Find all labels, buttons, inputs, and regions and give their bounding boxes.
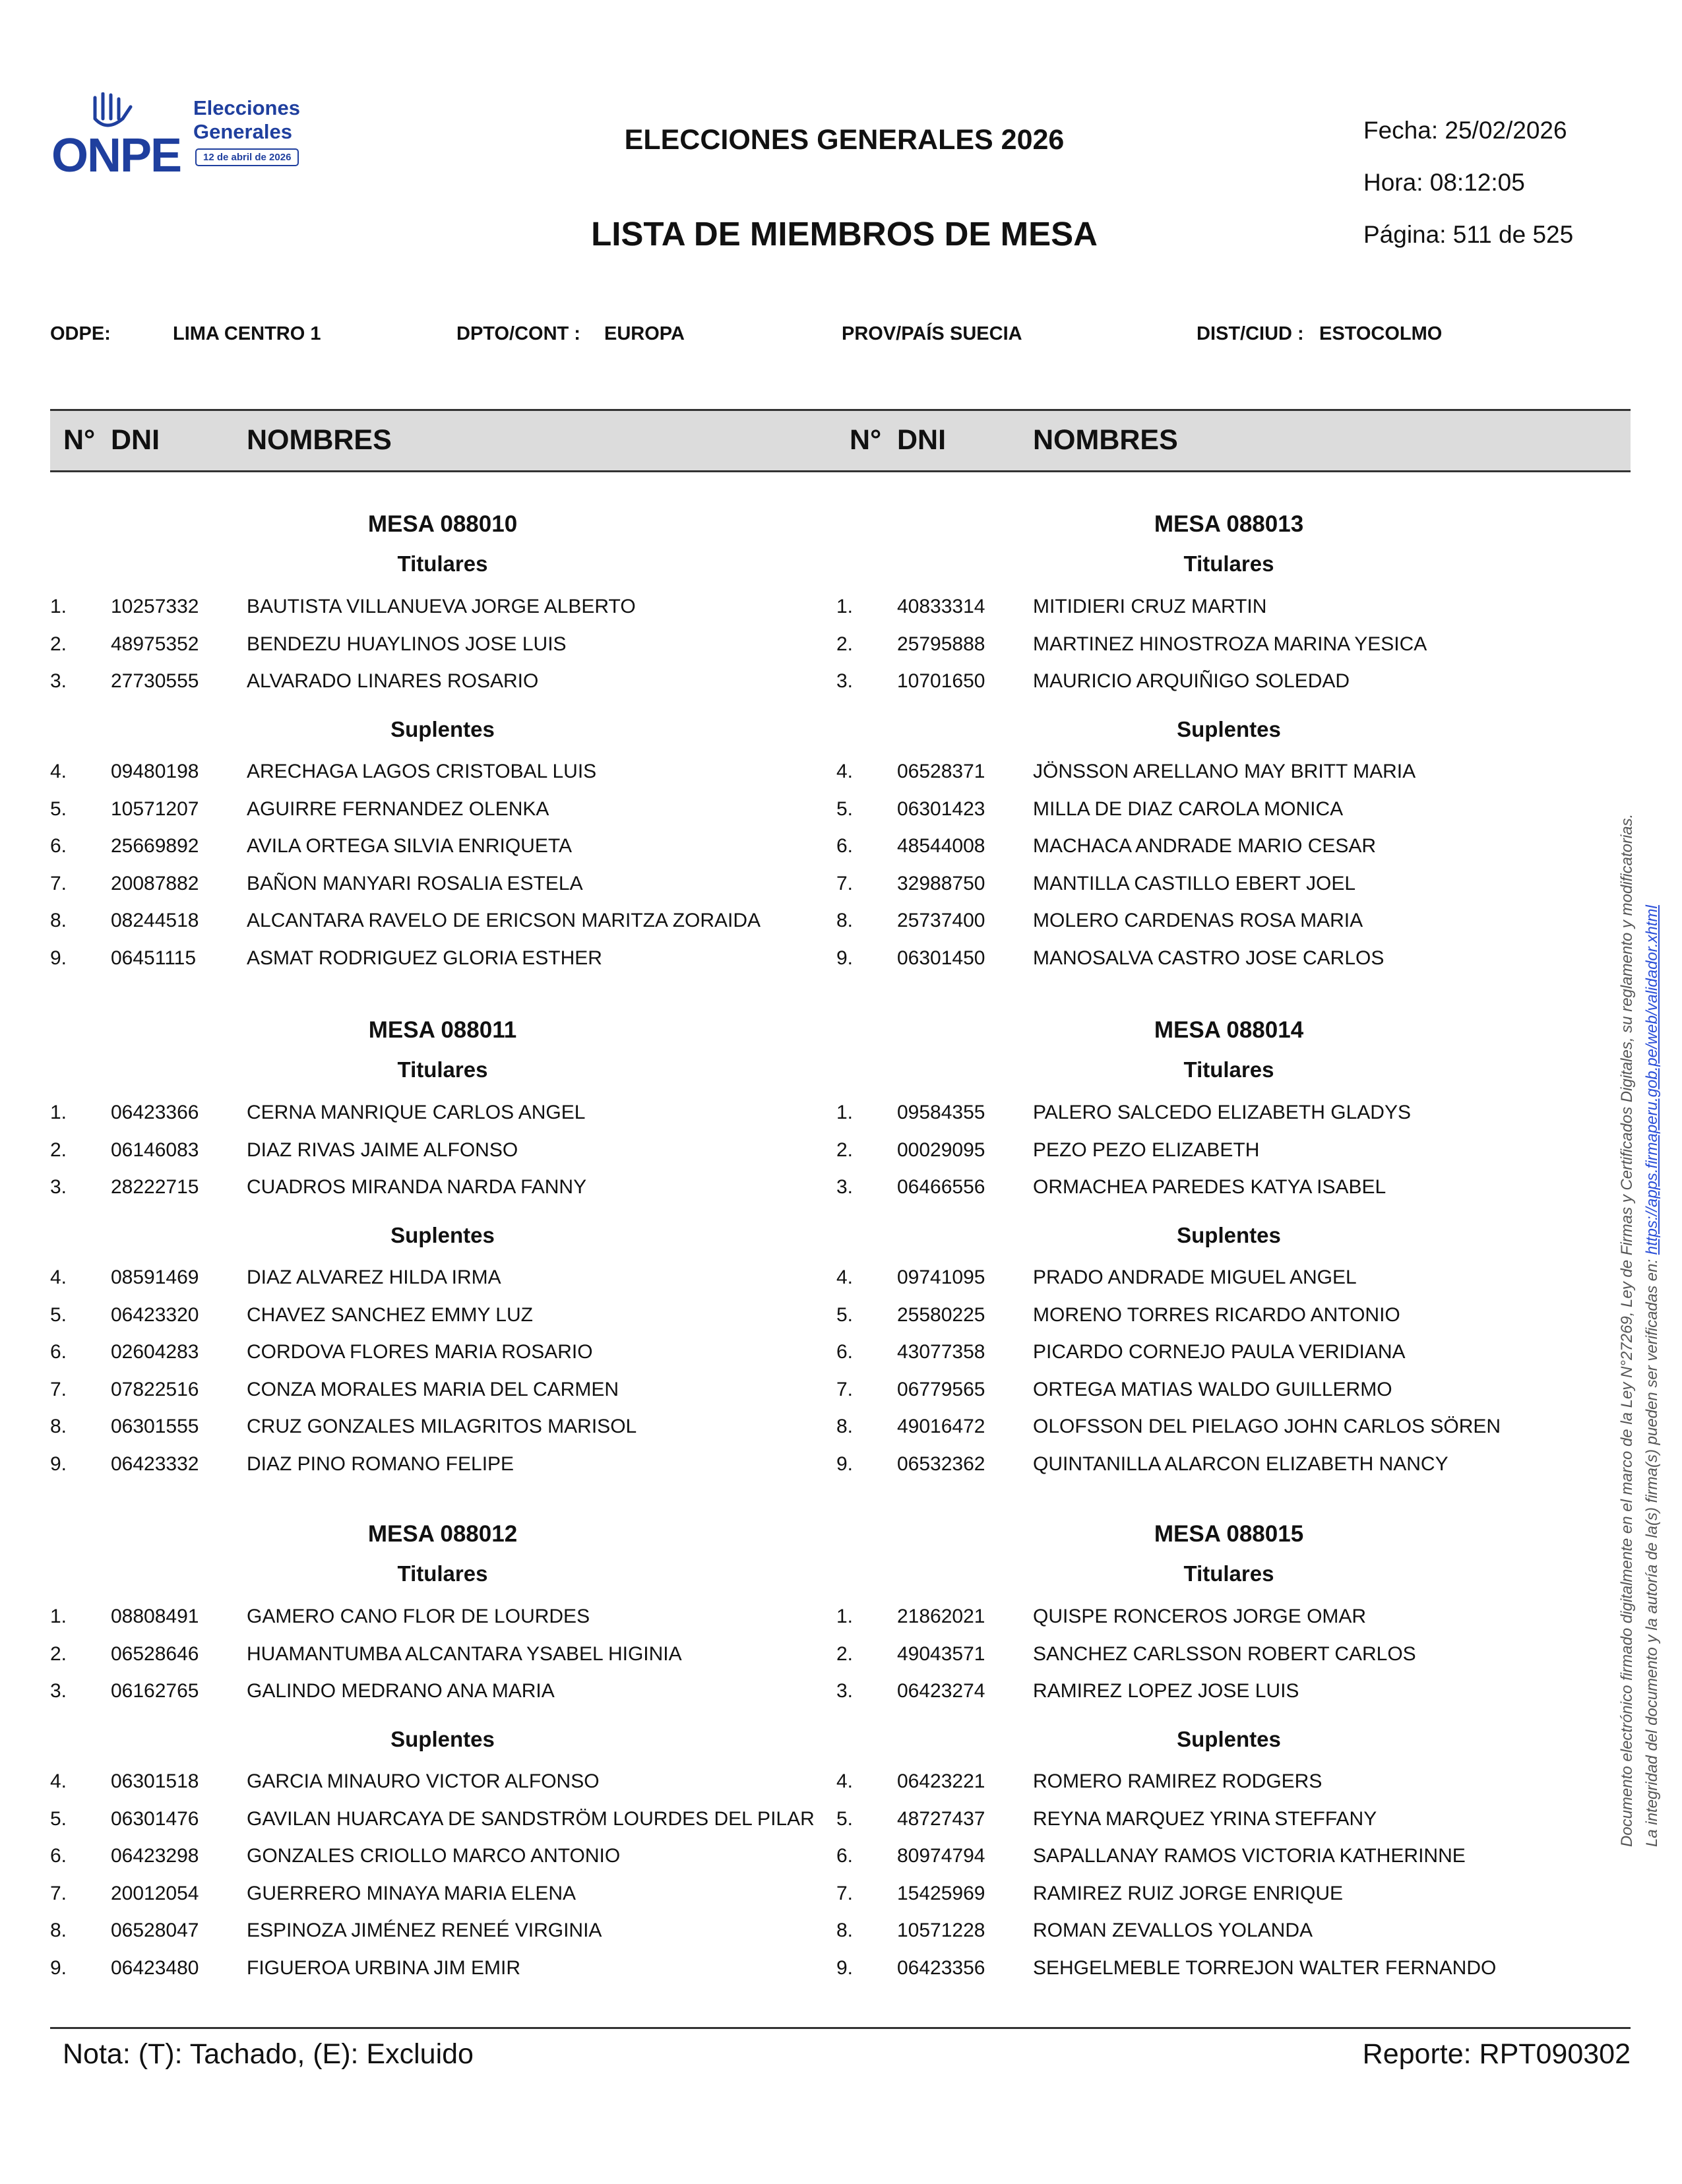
member-dni: 06423298 — [111, 1845, 199, 1867]
table-row — [50, 1102, 861, 1139]
table-row — [50, 1845, 861, 1882]
odpe-value: LIMA CENTRO 1 — [173, 323, 321, 344]
member-dni: 10571207 — [111, 797, 199, 820]
member-name: BENDEZU HUAYLINOS JOSE LUIS — [247, 633, 567, 655]
member-dni: 08591469 — [111, 1266, 199, 1288]
member-name: CHAVEZ SANCHEZ EMMY LUZ — [247, 1303, 533, 1326]
member-name: CERNA MANRIQUE CARLOS ANGEL — [247, 1102, 586, 1123]
table-row — [836, 1919, 1648, 1956]
col-dni-left: DNI — [111, 424, 160, 456]
member-num: 1. — [50, 1606, 67, 1627]
document-title: ELECCIONES GENERALES 2026 — [624, 124, 1065, 156]
member-num: 8. — [836, 1416, 854, 1437]
member-num: 1. — [50, 596, 67, 617]
logo-line2: Generales — [193, 120, 292, 143]
section-titulares: Titulares — [397, 1057, 488, 1082]
member-name: GONZALES CRIOLLO MARCO ANTONIO — [247, 1845, 621, 1867]
member-num: 1. — [836, 1606, 854, 1627]
member-num: 4. — [50, 1266, 67, 1288]
prov-label: PROV/PAÍS : — [842, 323, 956, 344]
member-num: 9. — [50, 1452, 67, 1475]
table-row — [50, 1770, 861, 1807]
section-titulares: Titulares — [397, 551, 488, 576]
table-row — [836, 596, 1648, 633]
member-num: 3. — [836, 1680, 854, 1702]
member-dni: 25737400 — [897, 910, 985, 931]
member-dni: 00029095 — [897, 1139, 985, 1161]
table-row — [50, 1341, 861, 1378]
member-num: 8. — [50, 910, 67, 931]
member-dni: 06423332 — [111, 1452, 199, 1475]
table-row — [836, 1304, 1648, 1341]
member-num: 3. — [836, 1176, 854, 1198]
table-row — [50, 910, 861, 947]
member-name: MAURICIO ARQUIÑIGO SOLEDAD — [1033, 670, 1350, 692]
dist-value: ESTOCOLMO — [1319, 323, 1443, 344]
member-num: 9. — [50, 947, 67, 969]
member-num: 3. — [50, 1176, 67, 1198]
member-dni: 10571228 — [897, 1919, 985, 1941]
member-name: ARECHAGA LAGOS CRISTOBAL LUIS — [247, 761, 597, 782]
member-name: GARCIA MINAURO VICTOR ALFONSO — [247, 1770, 600, 1792]
member-num: 6. — [836, 835, 854, 857]
table-row — [836, 1808, 1648, 1845]
member-dni: 48727437 — [897, 1807, 985, 1830]
member-name: DIAZ ALVAREZ HILDA IRMA — [247, 1266, 501, 1288]
pagina: Página: 511 de 525 — [1363, 221, 1574, 248]
mesa-title: MESA 088012 — [367, 1521, 518, 1547]
table-row — [50, 835, 861, 872]
report-code: Reporte: RPT090302 — [1362, 2038, 1631, 2070]
table-row — [50, 1957, 861, 1994]
member-dni: 25669892 — [111, 835, 199, 857]
member-dni: 10257332 — [111, 596, 199, 617]
member-dni: 43077358 — [897, 1341, 985, 1363]
table-header — [50, 409, 1631, 472]
member-name: SAPALLANAY RAMOS VICTORIA KATHERINNE — [1033, 1845, 1466, 1867]
member-name: MACHACA ANDRADE MARIO CESAR — [1033, 835, 1377, 857]
table-row — [836, 633, 1648, 670]
member-name: CUADROS MIRANDA NARDA FANNY — [247, 1176, 587, 1198]
table-row — [836, 1606, 1648, 1642]
table-row — [836, 1770, 1648, 1807]
table-row — [836, 1102, 1648, 1139]
section-suplentes: Suplentes — [1177, 717, 1281, 741]
section-titulares: Titulares — [1183, 1561, 1274, 1586]
table-row — [836, 1453, 1648, 1490]
member-dni: 06528646 — [111, 1642, 199, 1665]
member-num: 7. — [50, 1378, 67, 1400]
table-row — [836, 947, 1648, 984]
member-name: BAUTISTA VILLANUEVA JORGE ALBERTO — [247, 596, 636, 617]
table-row — [50, 798, 861, 835]
member-num: 6. — [50, 1845, 67, 1867]
member-num: 1. — [836, 596, 854, 617]
table-row — [836, 1680, 1648, 1717]
hand-vote-icon — [90, 92, 149, 132]
member-name: DIAZ PINO ROMANO FELIPE — [247, 1452, 514, 1475]
member-dni: 08244518 — [111, 910, 199, 931]
member-dni: 06301476 — [111, 1807, 199, 1830]
member-num: 7. — [50, 1882, 67, 1904]
member-name: SEHGELMEBLE TORREJON WALTER FERNANDO — [1033, 1956, 1497, 1979]
member-dni: 06423480 — [111, 1956, 199, 1979]
member-name: PICARDO CORNEJO PAULA VERIDIANA — [1033, 1341, 1406, 1363]
member-name: AVILA ORTEGA SILVIA ENRIQUETA — [247, 835, 572, 857]
member-dni: 48544008 — [897, 835, 985, 857]
table-row — [50, 1304, 861, 1341]
member-num: 2. — [50, 1139, 67, 1161]
member-dni: 10701650 — [897, 670, 985, 692]
table-row — [836, 1957, 1648, 1994]
footer-note: Nota: (T): Tachado, (E): Excluido — [63, 2038, 474, 2070]
member-dni: 06779565 — [897, 1378, 985, 1400]
member-name: ASMAT RODRIGUEZ GLORIA ESTHER — [247, 947, 602, 969]
member-dni: 49043571 — [897, 1642, 985, 1665]
member-dni: 09741095 — [897, 1266, 985, 1288]
member-dni: 09584355 — [897, 1102, 985, 1123]
member-num: 9. — [50, 1956, 67, 1979]
member-dni: 48975352 — [111, 633, 199, 655]
table-row — [50, 873, 861, 910]
member-dni: 20012054 — [111, 1882, 199, 1904]
mesa-title: MESA 088015 — [1154, 1521, 1304, 1547]
table-row — [836, 1643, 1648, 1680]
member-num: 5. — [50, 1807, 67, 1830]
section-titulares: Titulares — [1183, 1057, 1274, 1082]
member-num: 6. — [50, 1341, 67, 1363]
member-dni: 06528047 — [111, 1919, 199, 1941]
table-row — [836, 670, 1648, 707]
table-row — [836, 798, 1648, 835]
member-dni: 09480198 — [111, 761, 199, 782]
member-name: ORTEGA MATIAS WALDO GUILLERMO — [1033, 1378, 1392, 1400]
member-num: 4. — [836, 1770, 854, 1792]
document-subtitle: LISTA DE MIEMBROS DE MESA — [591, 215, 1098, 253]
col-num-left: N° — [63, 424, 96, 456]
member-name: REYNA MARQUEZ YRINA STEFFANY — [1033, 1807, 1377, 1830]
member-num: 5. — [836, 1303, 854, 1326]
member-dni: 06528371 — [897, 761, 985, 782]
member-num: 8. — [50, 1416, 67, 1437]
member-name: ALVARADO LINARES ROSARIO — [247, 670, 539, 692]
table-row — [50, 1379, 861, 1416]
member-name: MARTINEZ HINOSTROZA MARINA YESICA — [1033, 633, 1427, 655]
member-dni: 06146083 — [111, 1139, 199, 1161]
member-dni: 40833314 — [897, 596, 985, 617]
member-dni: 06423221 — [897, 1770, 985, 1792]
table-row — [836, 1416, 1648, 1452]
member-name: RAMIREZ LOPEZ JOSE LUIS — [1033, 1680, 1299, 1702]
table-row — [50, 947, 861, 984]
member-name: MILLA DE DIAZ CAROLA MONICA — [1033, 797, 1344, 820]
footer-divider — [50, 2027, 1631, 2029]
table-row — [50, 596, 861, 633]
member-name: MANTILLA CASTILLO EBERT JOEL — [1033, 872, 1356, 894]
member-num: 9. — [836, 1956, 854, 1979]
member-dni: 07822516 — [111, 1378, 199, 1400]
col-dni-right: DNI — [897, 424, 947, 456]
member-name: PALERO SALCEDO ELIZABETH GLADYS — [1033, 1102, 1411, 1123]
member-name: OLOFSSON DEL PIELAGO JOHN CARLOS SÖREN — [1033, 1416, 1501, 1437]
member-name: DIAZ RIVAS JAIME ALFONSO — [247, 1139, 518, 1161]
table-row — [836, 1176, 1648, 1213]
logo-date-badge: 12 de abril de 2026 — [195, 148, 299, 166]
table-row — [50, 670, 861, 707]
table-row — [50, 1919, 861, 1956]
member-num: 5. — [836, 797, 854, 820]
member-num: 9. — [836, 1452, 854, 1475]
member-dni: 06451115 — [111, 947, 197, 969]
member-name: JÖNSSON ARELLANO MAY BRITT MARIA — [1033, 761, 1416, 782]
member-name: ROMERO RAMIREZ RODGERS — [1033, 1770, 1323, 1792]
table-row — [836, 1341, 1648, 1378]
member-num: 3. — [50, 670, 67, 692]
validator-link[interactable]: https://apps.firmaperu.gob.pe/web/validador.xhtml — [1643, 905, 1661, 1255]
member-num: 2. — [50, 633, 67, 655]
table-row — [50, 1266, 861, 1303]
table-row — [836, 835, 1648, 872]
member-dni: 06423320 — [111, 1303, 199, 1326]
member-num: 6. — [836, 1845, 854, 1867]
col-nombres-left: NOMBRES — [247, 424, 392, 456]
member-num: 7. — [50, 872, 67, 894]
dpto-value: EUROPA — [604, 323, 685, 344]
member-name: HUAMANTUMBA ALCANTARA YSABEL HIGINIA — [247, 1642, 682, 1665]
member-num: 4. — [50, 761, 67, 782]
member-name: CORDOVA FLORES MARIA ROSARIO — [247, 1341, 593, 1363]
member-num: 6. — [50, 835, 67, 857]
member-dni: 06301518 — [111, 1770, 199, 1792]
section-titulares: Titulares — [1183, 551, 1274, 576]
section-suplentes: Suplentes — [1177, 1727, 1281, 1751]
member-name: CONZA MORALES MARIA DEL CARMEN — [247, 1378, 619, 1400]
member-name: FIGUEROA URBINA JIM EMIR — [247, 1956, 521, 1979]
member-num: 4. — [50, 1770, 67, 1792]
section-suplentes: Suplentes — [390, 1727, 495, 1751]
mesa-title: MESA 088011 — [368, 1017, 517, 1043]
mesa-title: MESA 088013 — [1154, 511, 1304, 537]
table-row — [836, 1139, 1648, 1176]
member-name: QUISPE RONCEROS JORGE OMAR — [1033, 1606, 1367, 1627]
member-name: GUERRERO MINAYA MARIA ELENA — [247, 1882, 576, 1904]
member-dni: 49016472 — [897, 1416, 985, 1437]
member-name: CRUZ GONZALES MILAGRITOS MARISOL — [247, 1416, 637, 1437]
dpto-label: DPTO/CONT : — [456, 323, 580, 344]
table-row — [50, 1680, 861, 1717]
member-name: PEZO PEZO ELIZABETH — [1033, 1139, 1260, 1161]
member-num: 2. — [50, 1642, 67, 1665]
table-row — [50, 1139, 861, 1176]
member-dni: 06423356 — [897, 1956, 985, 1979]
member-name: ESPINOZA JIMÉNEZ RENEÉ VIRGINIA — [247, 1919, 602, 1941]
member-dni: 80974794 — [897, 1845, 985, 1867]
table-row — [836, 910, 1648, 947]
fecha: Fecha: 25/02/2026 — [1363, 117, 1567, 144]
table-row — [50, 1453, 861, 1490]
logo-line1: Elecciones — [193, 96, 300, 119]
member-name: GALINDO MEDRANO ANA MARIA — [247, 1680, 555, 1702]
col-num-right: N° — [850, 424, 882, 456]
member-num: 7. — [836, 872, 854, 894]
table-row — [50, 1883, 861, 1919]
member-dni: 06423366 — [111, 1102, 199, 1123]
member-dni: 02604283 — [111, 1341, 199, 1363]
member-dni: 06301450 — [897, 947, 985, 969]
member-name: MORENO TORRES RICARDO ANTONIO — [1033, 1303, 1400, 1326]
member-num: 8. — [836, 1919, 854, 1941]
member-dni: 08808491 — [111, 1606, 199, 1627]
logo-word: ONPE — [51, 129, 181, 182]
signature-note-line2-prefix: La integridad del documento y la autoría de la(s) firma(s) pueden ser verificadas en: — [1643, 1255, 1661, 1847]
member-name: BAÑON MANYARI ROSALIA ESTELA — [247, 872, 583, 894]
signature-note-line1: Documento electrónico firmado digitalmente en el marco de la Ley N°27269, Ley de Firmas y Certificados Digitales, su reglamento y modificatorias. — [1618, 813, 1636, 1847]
member-dni: 28222715 — [111, 1176, 199, 1198]
section-suplentes: Suplentes — [390, 717, 495, 741]
member-dni: 32988750 — [897, 872, 985, 894]
table-row — [836, 1883, 1648, 1919]
member-num: 4. — [836, 761, 854, 782]
member-num: 3. — [50, 1680, 67, 1702]
member-name: SANCHEZ CARLSSON ROBERT CARLOS — [1033, 1642, 1416, 1665]
member-dni: 06162765 — [111, 1680, 199, 1702]
signature-note-line2 — [1640, 712, 1665, 1847]
table-row — [50, 761, 861, 797]
member-num: 7. — [836, 1882, 854, 1904]
member-num: 5. — [836, 1807, 854, 1830]
table-row — [50, 1606, 861, 1642]
member-dni: 15425969 — [897, 1882, 985, 1904]
member-num: 1. — [836, 1102, 854, 1123]
member-dni: 25795888 — [897, 633, 985, 655]
member-num: 7. — [836, 1378, 854, 1400]
member-dni: 06423274 — [897, 1680, 985, 1702]
table-row — [50, 1176, 861, 1213]
member-name: ROMAN ZEVALLOS YOLANDA — [1033, 1919, 1313, 1941]
member-name: MITIDIERI CRUZ MARTIN — [1033, 596, 1267, 617]
member-name: MOLERO CARDENAS ROSA MARIA — [1033, 910, 1363, 931]
member-name: GAMERO CANO FLOR DE LOURDES — [247, 1606, 590, 1627]
member-name: QUINTANILLA ALARCON ELIZABETH NANCY — [1033, 1452, 1448, 1475]
member-num: 2. — [836, 1139, 854, 1161]
member-name: RAMIREZ RUIZ JORGE ENRIQUE — [1033, 1882, 1344, 1904]
member-dni: 20087882 — [111, 872, 199, 894]
table-row — [50, 1416, 861, 1452]
member-dni: 21862021 — [897, 1606, 985, 1627]
table-row — [50, 633, 861, 670]
odpe-label: ODPE: — [50, 323, 111, 344]
member-dni: 06532362 — [897, 1452, 985, 1475]
member-dni: 27730555 — [111, 670, 199, 692]
table-row — [836, 761, 1648, 797]
member-dni: 25580225 — [897, 1303, 985, 1326]
mesa-title: MESA 088014 — [1154, 1017, 1304, 1043]
member-name: AGUIRRE FERNANDEZ OLENKA — [247, 797, 549, 820]
dist-label: DIST/CIUD : — [1197, 323, 1304, 344]
member-name: GAVILAN HUARCAYA DE SANDSTRÖM LOURDES DEL PILAR — [247, 1807, 815, 1830]
member-num: 8. — [50, 1919, 67, 1941]
digital-signature-note — [1615, 712, 1665, 1847]
onpe-logo — [51, 92, 335, 185]
mesa-title: MESA 088010 — [367, 511, 518, 537]
table-row — [836, 1845, 1648, 1882]
member-num: 5. — [50, 1303, 67, 1326]
prov-value: SUECIA — [950, 323, 1022, 344]
member-num: 2. — [836, 1642, 854, 1665]
member-num: 8. — [836, 910, 854, 931]
section-suplentes: Suplentes — [1177, 1223, 1281, 1247]
section-titulares: Titulares — [397, 1561, 488, 1586]
member-dni: 06466556 — [897, 1176, 985, 1198]
member-num: 1. — [50, 1102, 67, 1123]
member-num: 9. — [836, 947, 854, 969]
member-name: ALCANTARA RAVELO DE ERICSON MARITZA ZORAIDA — [247, 910, 761, 931]
member-num: 3. — [836, 670, 854, 692]
table-row — [836, 873, 1648, 910]
member-dni: 06301555 — [111, 1416, 199, 1437]
member-name: MANOSALVA CASTRO JOSE CARLOS — [1033, 947, 1385, 969]
member-num: 2. — [836, 633, 854, 655]
col-nombres-right: NOMBRES — [1033, 424, 1178, 456]
member-num: 6. — [836, 1341, 854, 1363]
member-name: ORMACHEA PAREDES KATYA ISABEL — [1033, 1176, 1386, 1198]
member-num: 4. — [836, 1266, 854, 1288]
member-num: 5. — [50, 797, 67, 820]
section-suplentes: Suplentes — [390, 1223, 495, 1247]
table-row — [836, 1266, 1648, 1303]
member-name: PRADO ANDRADE MIGUEL ANGEL — [1033, 1266, 1357, 1288]
member-dni: 06301423 — [897, 797, 985, 820]
table-row — [836, 1379, 1648, 1416]
hora: Hora: 08:12:05 — [1363, 169, 1525, 196]
table-row — [50, 1808, 861, 1845]
table-row — [50, 1643, 861, 1680]
